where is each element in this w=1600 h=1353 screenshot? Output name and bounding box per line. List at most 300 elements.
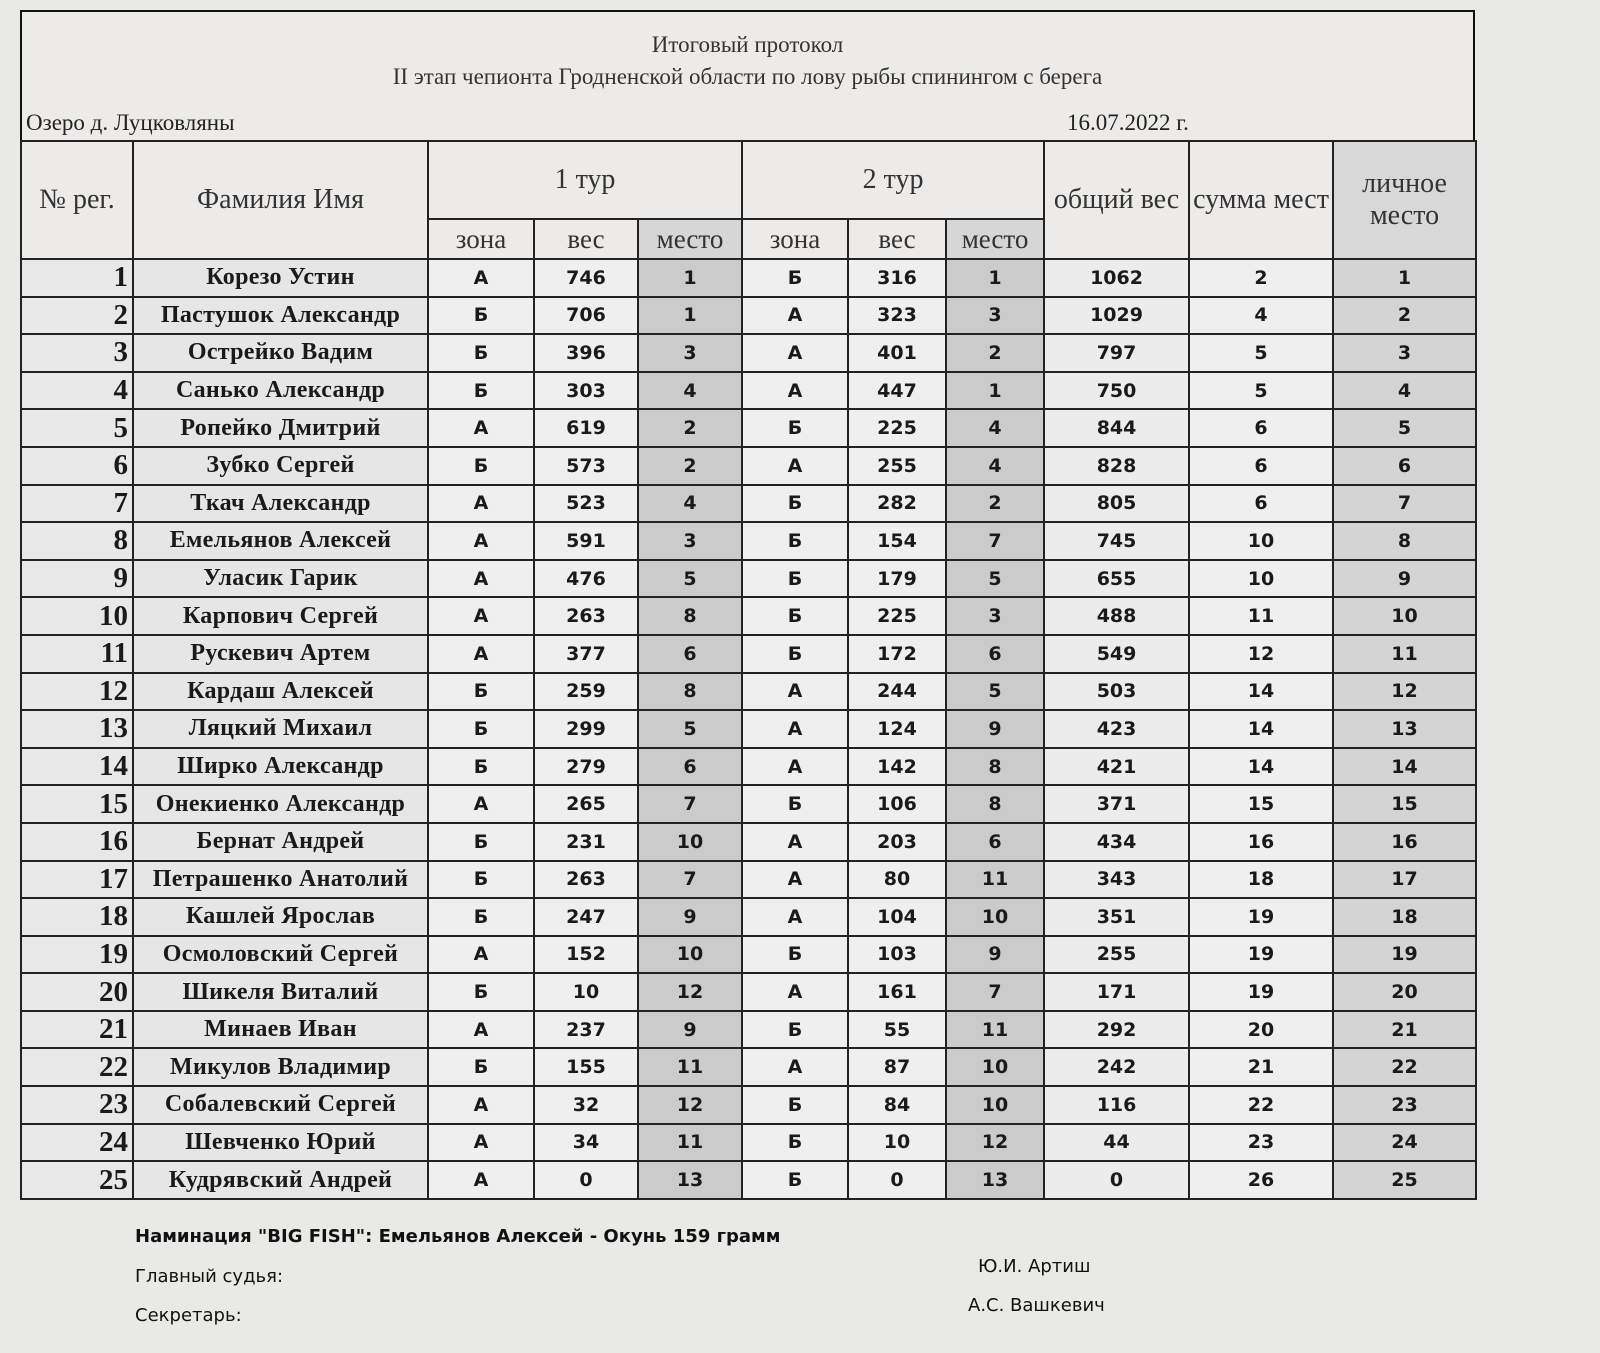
cell-zone2: Б bbox=[742, 1086, 848, 1124]
cell-reg: 23 bbox=[21, 1086, 133, 1124]
cell-weight1: 237 bbox=[534, 1011, 638, 1049]
cell-zone2: А bbox=[742, 710, 848, 748]
cell-weight1: 247 bbox=[534, 898, 638, 936]
cell-weight2: 244 bbox=[848, 673, 946, 711]
cell-zone2: Б bbox=[742, 522, 848, 560]
cell-place1: 3 bbox=[638, 334, 742, 372]
cell-place1: 10 bbox=[638, 936, 742, 974]
cell-sum-places: 12 bbox=[1189, 635, 1333, 673]
table-row bbox=[21, 823, 1476, 861]
cell-total-weight: 242 bbox=[1044, 1048, 1189, 1086]
cell-sum-places: 20 bbox=[1189, 1011, 1333, 1049]
cell-place2: 8 bbox=[946, 785, 1044, 823]
cell-personal-place: 3 bbox=[1333, 334, 1476, 372]
cell-place1: 4 bbox=[638, 372, 742, 410]
col-zone2-header: зона bbox=[742, 219, 848, 259]
col-weight2-header: вес bbox=[848, 219, 946, 259]
cell-name: Уласик Гарик bbox=[133, 560, 428, 598]
cell-zone2: А bbox=[742, 447, 848, 485]
table-row bbox=[21, 259, 1476, 297]
cell-weight1: 746 bbox=[534, 259, 638, 297]
cell-name: Петрашенко Анатолий bbox=[133, 861, 428, 899]
table-row bbox=[21, 1011, 1476, 1049]
cell-zone1: А bbox=[428, 485, 534, 523]
cell-zone1: Б bbox=[428, 447, 534, 485]
cell-name: Микулов Владимир bbox=[133, 1048, 428, 1086]
cell-zone2: Б bbox=[742, 560, 848, 598]
cell-sum-places: 18 bbox=[1189, 861, 1333, 899]
cell-place1: 8 bbox=[638, 597, 742, 635]
cell-zone1: Б bbox=[428, 748, 534, 786]
cell-weight1: 706 bbox=[534, 297, 638, 335]
cell-personal-place: 13 bbox=[1333, 710, 1476, 748]
cell-name: Рускевич Артем bbox=[133, 635, 428, 673]
cell-zone1: А bbox=[428, 597, 534, 635]
cell-place2: 12 bbox=[946, 1124, 1044, 1162]
col-place2-header: место bbox=[946, 219, 1044, 259]
cell-sum-places: 4 bbox=[1189, 297, 1333, 335]
secretary-label: Секретарь: bbox=[135, 1305, 242, 1326]
cell-weight2: 154 bbox=[848, 522, 946, 560]
cell-name: Осмоловский Сергей bbox=[133, 936, 428, 974]
cell-sum-places: 10 bbox=[1189, 522, 1333, 560]
cell-weight1: 0 bbox=[534, 1161, 638, 1199]
cell-reg: 7 bbox=[21, 485, 133, 523]
cell-weight2: 316 bbox=[848, 259, 946, 297]
cell-total-weight: 828 bbox=[1044, 447, 1189, 485]
table-row bbox=[21, 334, 1476, 372]
cell-weight1: 155 bbox=[534, 1048, 638, 1086]
cell-weight1: 34 bbox=[534, 1124, 638, 1162]
cell-reg: 21 bbox=[21, 1011, 133, 1049]
cell-place2: 5 bbox=[946, 560, 1044, 598]
cell-personal-place: 2 bbox=[1333, 297, 1476, 335]
cell-name: Шевченко Юрий bbox=[133, 1124, 428, 1162]
cell-weight2: 225 bbox=[848, 597, 946, 635]
cell-reg: 16 bbox=[21, 823, 133, 861]
cell-name: Пастушок Александр bbox=[133, 297, 428, 335]
cell-total-weight: 116 bbox=[1044, 1086, 1189, 1124]
cell-sum-places: 14 bbox=[1189, 673, 1333, 711]
cell-weight2: 323 bbox=[848, 297, 946, 335]
cell-total-weight: 434 bbox=[1044, 823, 1189, 861]
cell-weight1: 263 bbox=[534, 597, 638, 635]
cell-place1: 6 bbox=[638, 748, 742, 786]
cell-weight2: 172 bbox=[848, 635, 946, 673]
cell-sum-places: 23 bbox=[1189, 1124, 1333, 1162]
cell-place1: 7 bbox=[638, 785, 742, 823]
cell-personal-place: 15 bbox=[1333, 785, 1476, 823]
cell-total-weight: 423 bbox=[1044, 710, 1189, 748]
cell-name: Кардаш Алексей bbox=[133, 673, 428, 711]
cell-total-weight: 1062 bbox=[1044, 259, 1189, 297]
table-row bbox=[21, 936, 1476, 974]
cell-place2: 2 bbox=[946, 485, 1044, 523]
cell-name: Ткач Александр bbox=[133, 485, 428, 523]
cell-name: Минаев Иван bbox=[133, 1011, 428, 1049]
cell-weight2: 447 bbox=[848, 372, 946, 410]
cell-sum-places: 5 bbox=[1189, 334, 1333, 372]
table-row bbox=[21, 409, 1476, 447]
cell-personal-place: 10 bbox=[1333, 597, 1476, 635]
cell-zone2: Б bbox=[742, 1161, 848, 1199]
cell-name: Онекиенко Александр bbox=[133, 785, 428, 823]
cell-zone2: Б bbox=[742, 1011, 848, 1049]
table-row bbox=[21, 635, 1476, 673]
table-row bbox=[21, 748, 1476, 786]
cell-place2: 13 bbox=[946, 1161, 1044, 1199]
cell-sum-places: 11 bbox=[1189, 597, 1333, 635]
cell-personal-place: 7 bbox=[1333, 485, 1476, 523]
cell-place1: 3 bbox=[638, 522, 742, 560]
cell-reg: 2 bbox=[21, 297, 133, 335]
cell-zone2: Б bbox=[742, 635, 848, 673]
cell-name: Собалевский Сергей bbox=[133, 1086, 428, 1124]
cell-sum-places: 16 bbox=[1189, 823, 1333, 861]
cell-personal-place: 18 bbox=[1333, 898, 1476, 936]
cell-place2: 3 bbox=[946, 297, 1044, 335]
cell-reg: 19 bbox=[21, 936, 133, 974]
col-tour2-header: 2 тур bbox=[742, 141, 1044, 219]
cell-weight1: 279 bbox=[534, 748, 638, 786]
cell-reg: 18 bbox=[21, 898, 133, 936]
cell-name: Корезо Устин bbox=[133, 259, 428, 297]
cell-name: Шикеля Виталий bbox=[133, 973, 428, 1011]
cell-zone2: Б bbox=[742, 936, 848, 974]
cell-zone2: А bbox=[742, 973, 848, 1011]
cell-personal-place: 20 bbox=[1333, 973, 1476, 1011]
cell-personal-place: 9 bbox=[1333, 560, 1476, 598]
cell-sum-places: 10 bbox=[1189, 560, 1333, 598]
title-box bbox=[20, 10, 1475, 140]
cell-zone2: А bbox=[742, 823, 848, 861]
cell-zone2: А bbox=[742, 673, 848, 711]
cell-personal-place: 8 bbox=[1333, 522, 1476, 560]
cell-personal-place: 25 bbox=[1333, 1161, 1476, 1199]
cell-place2: 8 bbox=[946, 748, 1044, 786]
cell-reg: 15 bbox=[21, 785, 133, 823]
cell-reg: 17 bbox=[21, 861, 133, 899]
cell-zone1: Б bbox=[428, 823, 534, 861]
cell-total-weight: 805 bbox=[1044, 485, 1189, 523]
cell-reg: 10 bbox=[21, 597, 133, 635]
cell-personal-place: 19 bbox=[1333, 936, 1476, 974]
cell-name: Ропейко Дмитрий bbox=[133, 409, 428, 447]
cell-sum-places: 6 bbox=[1189, 447, 1333, 485]
cell-weight2: 84 bbox=[848, 1086, 946, 1124]
table-row bbox=[21, 710, 1476, 748]
cell-reg: 22 bbox=[21, 1048, 133, 1086]
cell-place1: 12 bbox=[638, 973, 742, 1011]
cell-place2: 10 bbox=[946, 898, 1044, 936]
cell-name: Ляцкий Михаил bbox=[133, 710, 428, 748]
cell-total-weight: 255 bbox=[1044, 936, 1189, 974]
cell-place2: 3 bbox=[946, 597, 1044, 635]
cell-place1: 5 bbox=[638, 560, 742, 598]
col-zone1-header: зона bbox=[428, 219, 534, 259]
table-row bbox=[21, 673, 1476, 711]
cell-reg: 9 bbox=[21, 560, 133, 598]
cell-place2: 9 bbox=[946, 936, 1044, 974]
cell-personal-place: 24 bbox=[1333, 1124, 1476, 1162]
cell-weight2: 255 bbox=[848, 447, 946, 485]
cell-zone2: А bbox=[742, 297, 848, 335]
cell-weight2: 10 bbox=[848, 1124, 946, 1162]
cell-weight1: 591 bbox=[534, 522, 638, 560]
table-row bbox=[21, 1124, 1476, 1162]
protocol-subtitle: II этап чепионта Гродненской области по лову рыбы спинингом с берега bbox=[392, 64, 1103, 89]
cell-place2: 11 bbox=[946, 861, 1044, 899]
cell-place2: 11 bbox=[946, 1011, 1044, 1049]
cell-place1: 4 bbox=[638, 485, 742, 523]
cell-place1: 13 bbox=[638, 1161, 742, 1199]
cell-zone1: А bbox=[428, 635, 534, 673]
cell-weight1: 619 bbox=[534, 409, 638, 447]
cell-total-weight: 844 bbox=[1044, 409, 1189, 447]
cell-personal-place: 1 bbox=[1333, 259, 1476, 297]
cell-sum-places: 19 bbox=[1189, 898, 1333, 936]
cell-place2: 1 bbox=[946, 259, 1044, 297]
cell-weight2: 87 bbox=[848, 1048, 946, 1086]
cell-weight1: 265 bbox=[534, 785, 638, 823]
cell-zone1: А bbox=[428, 1086, 534, 1124]
cell-total-weight: 549 bbox=[1044, 635, 1189, 673]
cell-weight1: 263 bbox=[534, 861, 638, 899]
cell-place2: 7 bbox=[946, 522, 1044, 560]
cell-sum-places: 19 bbox=[1189, 973, 1333, 1011]
cell-personal-place: 5 bbox=[1333, 409, 1476, 447]
cell-weight2: 103 bbox=[848, 936, 946, 974]
cell-name: Карпович Сергей bbox=[133, 597, 428, 635]
protocol-sheet bbox=[20, 10, 1475, 1200]
cell-zone2: А bbox=[742, 898, 848, 936]
cell-name: Зубко Сергей bbox=[133, 447, 428, 485]
cell-weight1: 259 bbox=[534, 673, 638, 711]
cell-place1: 8 bbox=[638, 673, 742, 711]
cell-zone1: Б bbox=[428, 673, 534, 711]
cell-place2: 4 bbox=[946, 447, 1044, 485]
cell-sum-places: 26 bbox=[1189, 1161, 1333, 1199]
cell-place1: 2 bbox=[638, 409, 742, 447]
cell-place2: 10 bbox=[946, 1048, 1044, 1086]
cell-name: Кашлей Ярослав bbox=[133, 898, 428, 936]
col-personal-place-header: личное место bbox=[1333, 141, 1476, 259]
cell-zone2: Б bbox=[742, 597, 848, 635]
table-row bbox=[21, 1086, 1476, 1124]
cell-weight2: 203 bbox=[848, 823, 946, 861]
cell-zone1: Б bbox=[428, 710, 534, 748]
cell-zone2: А bbox=[742, 334, 848, 372]
col-tour1-header: 1 тур bbox=[428, 141, 742, 219]
cell-zone1: А bbox=[428, 259, 534, 297]
cell-weight2: 0 bbox=[848, 1161, 946, 1199]
cell-name: Острейко Вадим bbox=[133, 334, 428, 372]
table-row bbox=[21, 973, 1476, 1011]
cell-personal-place: 12 bbox=[1333, 673, 1476, 711]
cell-sum-places: 21 bbox=[1189, 1048, 1333, 1086]
table-row bbox=[21, 597, 1476, 635]
cell-total-weight: 750 bbox=[1044, 372, 1189, 410]
cell-place2: 2 bbox=[946, 334, 1044, 372]
cell-zone1: А bbox=[428, 522, 534, 560]
cell-weight1: 573 bbox=[534, 447, 638, 485]
table-row bbox=[21, 485, 1476, 523]
col-weight1-header: вес bbox=[534, 219, 638, 259]
cell-total-weight: 503 bbox=[1044, 673, 1189, 711]
cell-sum-places: 5 bbox=[1189, 372, 1333, 410]
cell-place1: 6 bbox=[638, 635, 742, 673]
cell-weight1: 231 bbox=[534, 823, 638, 861]
cell-zone2: Б bbox=[742, 785, 848, 823]
cell-sum-places: 6 bbox=[1189, 409, 1333, 447]
cell-weight1: 152 bbox=[534, 936, 638, 974]
cell-reg: 25 bbox=[21, 1161, 133, 1199]
cell-sum-places: 19 bbox=[1189, 936, 1333, 974]
cell-place1: 2 bbox=[638, 447, 742, 485]
table-row bbox=[21, 898, 1476, 936]
cell-place2: 5 bbox=[946, 673, 1044, 711]
cell-reg: 12 bbox=[21, 673, 133, 711]
cell-weight2: 282 bbox=[848, 485, 946, 523]
cell-weight2: 225 bbox=[848, 409, 946, 447]
cell-place1: 11 bbox=[638, 1124, 742, 1162]
cell-weight2: 179 bbox=[848, 560, 946, 598]
cell-personal-place: 4 bbox=[1333, 372, 1476, 410]
cell-zone1: А bbox=[428, 560, 534, 598]
cell-weight1: 299 bbox=[534, 710, 638, 748]
cell-place2: 10 bbox=[946, 1086, 1044, 1124]
cell-place2: 6 bbox=[946, 635, 1044, 673]
cell-place2: 6 bbox=[946, 823, 1044, 861]
cell-personal-place: 6 bbox=[1333, 447, 1476, 485]
cell-reg: 8 bbox=[21, 522, 133, 560]
cell-place1: 12 bbox=[638, 1086, 742, 1124]
cell-total-weight: 488 bbox=[1044, 597, 1189, 635]
cell-reg: 4 bbox=[21, 372, 133, 410]
cell-zone1: Б bbox=[428, 372, 534, 410]
cell-zone1: Б bbox=[428, 898, 534, 936]
cell-zone2: Б bbox=[742, 409, 848, 447]
table-row bbox=[21, 861, 1476, 899]
cell-zone2: А bbox=[742, 748, 848, 786]
cell-weight1: 303 bbox=[534, 372, 638, 410]
cell-zone1: Б bbox=[428, 334, 534, 372]
competition-date: 16.07.2022 г. bbox=[1067, 110, 1189, 135]
cell-sum-places: 6 bbox=[1189, 485, 1333, 523]
cell-total-weight: 292 bbox=[1044, 1011, 1189, 1049]
cell-zone1: А bbox=[428, 936, 534, 974]
cell-total-weight: 343 bbox=[1044, 861, 1189, 899]
col-name-header: Фамилия Имя bbox=[133, 141, 428, 259]
cell-zone1: А bbox=[428, 409, 534, 447]
cell-place2: 9 bbox=[946, 710, 1044, 748]
cell-total-weight: 745 bbox=[1044, 522, 1189, 560]
cell-name: Кудрявский Андрей bbox=[133, 1161, 428, 1199]
cell-zone1: Б bbox=[428, 973, 534, 1011]
cell-weight1: 377 bbox=[534, 635, 638, 673]
cell-zone2: А bbox=[742, 372, 848, 410]
cell-reg: 3 bbox=[21, 334, 133, 372]
col-place1-header: место bbox=[638, 219, 742, 259]
cell-weight2: 124 bbox=[848, 710, 946, 748]
cell-personal-place: 22 bbox=[1333, 1048, 1476, 1086]
cell-reg: 13 bbox=[21, 710, 133, 748]
competition-place: Озеро д. Луцковляны bbox=[26, 110, 235, 135]
table-row bbox=[21, 447, 1476, 485]
results-table bbox=[20, 140, 1477, 1200]
cell-place1: 5 bbox=[638, 710, 742, 748]
cell-total-weight: 371 bbox=[1044, 785, 1189, 823]
cell-reg: 14 bbox=[21, 748, 133, 786]
table-row bbox=[21, 785, 1476, 823]
cell-reg: 11 bbox=[21, 635, 133, 673]
table-row bbox=[21, 522, 1476, 560]
cell-total-weight: 0 bbox=[1044, 1161, 1189, 1199]
cell-reg: 5 bbox=[21, 409, 133, 447]
cell-place1: 1 bbox=[638, 297, 742, 335]
cell-place1: 9 bbox=[638, 1011, 742, 1049]
cell-weight2: 106 bbox=[848, 785, 946, 823]
cell-zone1: А bbox=[428, 1161, 534, 1199]
cell-place1: 11 bbox=[638, 1048, 742, 1086]
cell-personal-place: 14 bbox=[1333, 748, 1476, 786]
table-row bbox=[21, 297, 1476, 335]
col-total-weight-header: общий вес bbox=[1044, 141, 1189, 259]
cell-weight2: 55 bbox=[848, 1011, 946, 1049]
cell-name: Бернат Андрей bbox=[133, 823, 428, 861]
cell-weight1: 523 bbox=[534, 485, 638, 523]
big-fish-nomination: Наминация "BIG FISH": Емельянов Алексей - Окунь 159 грамм bbox=[135, 1226, 781, 1247]
cell-total-weight: 421 bbox=[1044, 748, 1189, 786]
cell-personal-place: 23 bbox=[1333, 1086, 1476, 1124]
cell-zone2: Б bbox=[742, 485, 848, 523]
cell-place1: 1 bbox=[638, 259, 742, 297]
cell-place2: 7 bbox=[946, 973, 1044, 1011]
cell-weight2: 104 bbox=[848, 898, 946, 936]
cell-place1: 9 bbox=[638, 898, 742, 936]
cell-place1: 7 bbox=[638, 861, 742, 899]
cell-zone2: Б bbox=[742, 259, 848, 297]
table-row bbox=[21, 560, 1476, 598]
cell-sum-places: 14 bbox=[1189, 748, 1333, 786]
cell-name: Емельянов Алексей bbox=[133, 522, 428, 560]
cell-reg: 6 bbox=[21, 447, 133, 485]
cell-reg: 24 bbox=[21, 1124, 133, 1162]
cell-zone2: А bbox=[742, 861, 848, 899]
cell-sum-places: 14 bbox=[1189, 710, 1333, 748]
cell-personal-place: 16 bbox=[1333, 823, 1476, 861]
cell-zone1: А bbox=[428, 1124, 534, 1162]
cell-total-weight: 351 bbox=[1044, 898, 1189, 936]
cell-reg: 1 bbox=[21, 259, 133, 297]
cell-weight2: 142 bbox=[848, 748, 946, 786]
cell-personal-place: 17 bbox=[1333, 861, 1476, 899]
cell-name: Санько Александр bbox=[133, 372, 428, 410]
cell-reg: 20 bbox=[21, 973, 133, 1011]
cell-place1: 10 bbox=[638, 823, 742, 861]
cell-weight1: 396 bbox=[534, 334, 638, 372]
col-sum-places-header: сумма мест bbox=[1189, 141, 1333, 259]
cell-weight1: 10 bbox=[534, 973, 638, 1011]
cell-zone2: А bbox=[742, 1048, 848, 1086]
secretary-name: А.С. Вашкевич bbox=[968, 1295, 1105, 1316]
cell-weight1: 476 bbox=[534, 560, 638, 598]
chief-judge-name: Ю.И. Артиш bbox=[978, 1256, 1091, 1277]
cell-total-weight: 171 bbox=[1044, 973, 1189, 1011]
table-row bbox=[21, 1161, 1476, 1199]
cell-place2: 1 bbox=[946, 372, 1044, 410]
cell-total-weight: 655 bbox=[1044, 560, 1189, 598]
